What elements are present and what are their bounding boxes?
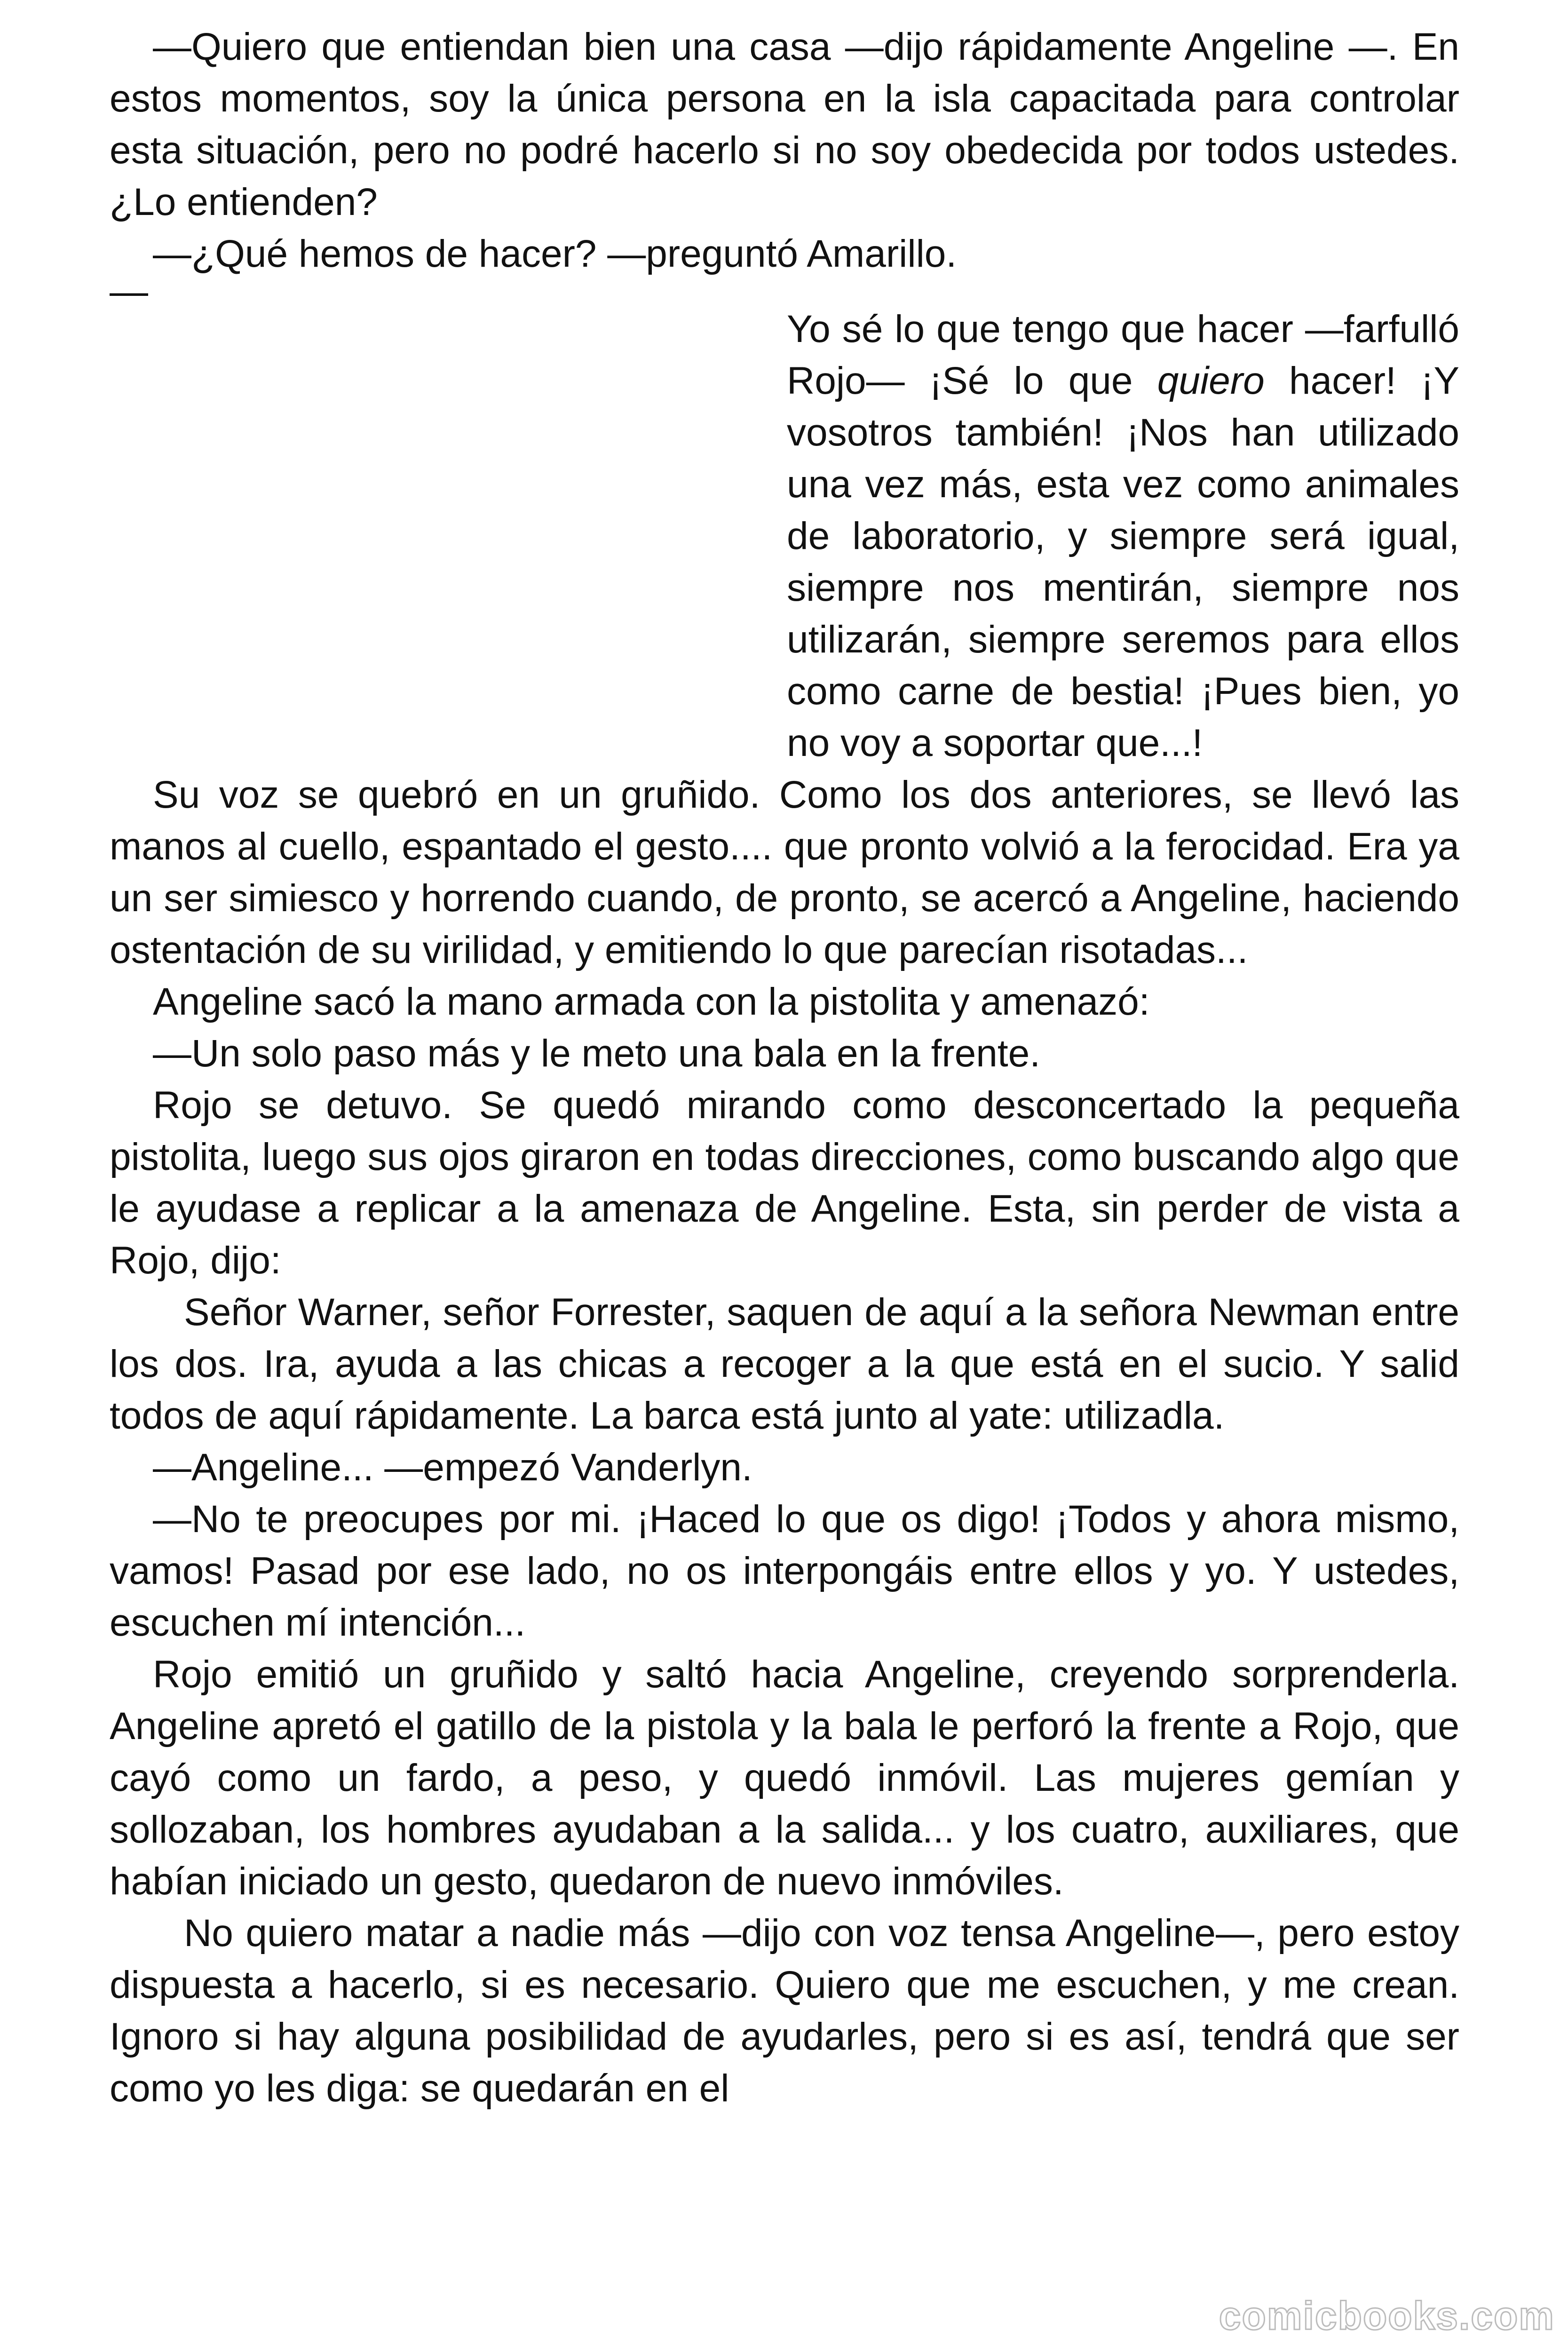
stray-dash: — [110,270,148,313]
paragraph-6: Rojo se detuvo. Se quedó mirando como desconcertado la pequeña pistolita, luego sus ojos giraron en todas direcciones, como buscando algo que le ayudase a replicar a la amenaza de Angeline. Esta, sin perder de vista a Rojo, dijo: [110,1084,1459,1282]
page-body [110,21,1459,2114]
paragraph-7: Señor Warner, señor Forrester, saquen de aquí a la señora Newman entre los dos. Ira, ayuda a las chicas a recoger a la que está en el sucio. Y salid todos de aquí rápidamente. La barca está junto al yate: utilizadla. [110,1291,1459,1437]
rojo-speech-emphasis: quiero [1157,359,1265,402]
watermark: comicbooks.com [1219,2294,1555,2338]
paragraph-5: —Un solo paso más y le meto una bala en la frente. [153,1032,1041,1075]
paragraph-4: Angeline sacó la mano armada con la pistolita y amenazó: [153,980,1150,1023]
paragraph-3: Su voz se quebró en un gruñido. Como los dos anteriores, se llevó las manos al cuello, espantado el gesto.... que pronto volvió a la ferocidad. Era ya un ser simiesco y horrendo cuando, de pronto, se acercó a Angeline, haciendo ostentación de su virilidad, y emitiendo lo que parecían risotadas... [110,773,1459,971]
paragraph-10: Rojo emitió un gruñido y saltó hacia Angeline, creyendo sorprenderla. Angeline apretó el gatillo de la pistola y la bala le perforó la frente a Rojo, que cayó como un fardo, a peso, y quedó inmóvil. Las mujeres gemían y sollozaban, los hombres ayudaban a la salida... y los cuatro, auxiliares, que habían iniciado un gesto, quedaron de nuevo inmóviles. [110,1653,1459,1903]
rojo-speech-after: hacer! ¡Y vosotros también! ¡Nos han utilizado una vez más, esta vez como animales de laboratorio, y siempre será igual, siempre nos mentirán, siempre nos utilizarán, siempre seremos para ellos como carne de bestia! ¡Pues bien, yo no voy a soportar que...! [787,359,1460,764]
paragraph-11: No quiero matar a nadie más —dijo con voz tensa Angeline—, pero estoy dispuesta a hacerlo, si es necesario. Quiero que me escuchen, y me crean. Ignoro si hay alguna posibilidad de ayudarles, pero si es así, tendrá que ser como yo les diga: se quedarán en el [110,1912,1459,2110]
paragraph-2: —¿Qué hemos de hacer? —preguntó Amarillo. [153,232,957,275]
rojo-speech [787,303,1459,769]
paragraph-8: —Angeline... —empezó Vanderlyn. [153,1446,752,1489]
paragraph-1: —Quiero que entiendan bien una casa —dijo rápidamente Angeline —. En estos momentos, soy la única persona en la isla capacitada para controlar esta situación, pero no podré hacerlo si no soy obedecida por todos ustedes. ¿Lo entienden? [110,25,1459,223]
rojo-speech-before: Yo sé lo que tengo que hacer —farfulló Rojo— ¡Sé lo que [787,308,1459,402]
paragraph-9: —No te preocupes por mi. ¡Haced lo que os digo! ¡Todos y ahora mismo, vamos! Pasad por ese lado, no os interpongáis entre ellos y yo. Y ustedes, escuchen mí intención... [110,1498,1459,1644]
